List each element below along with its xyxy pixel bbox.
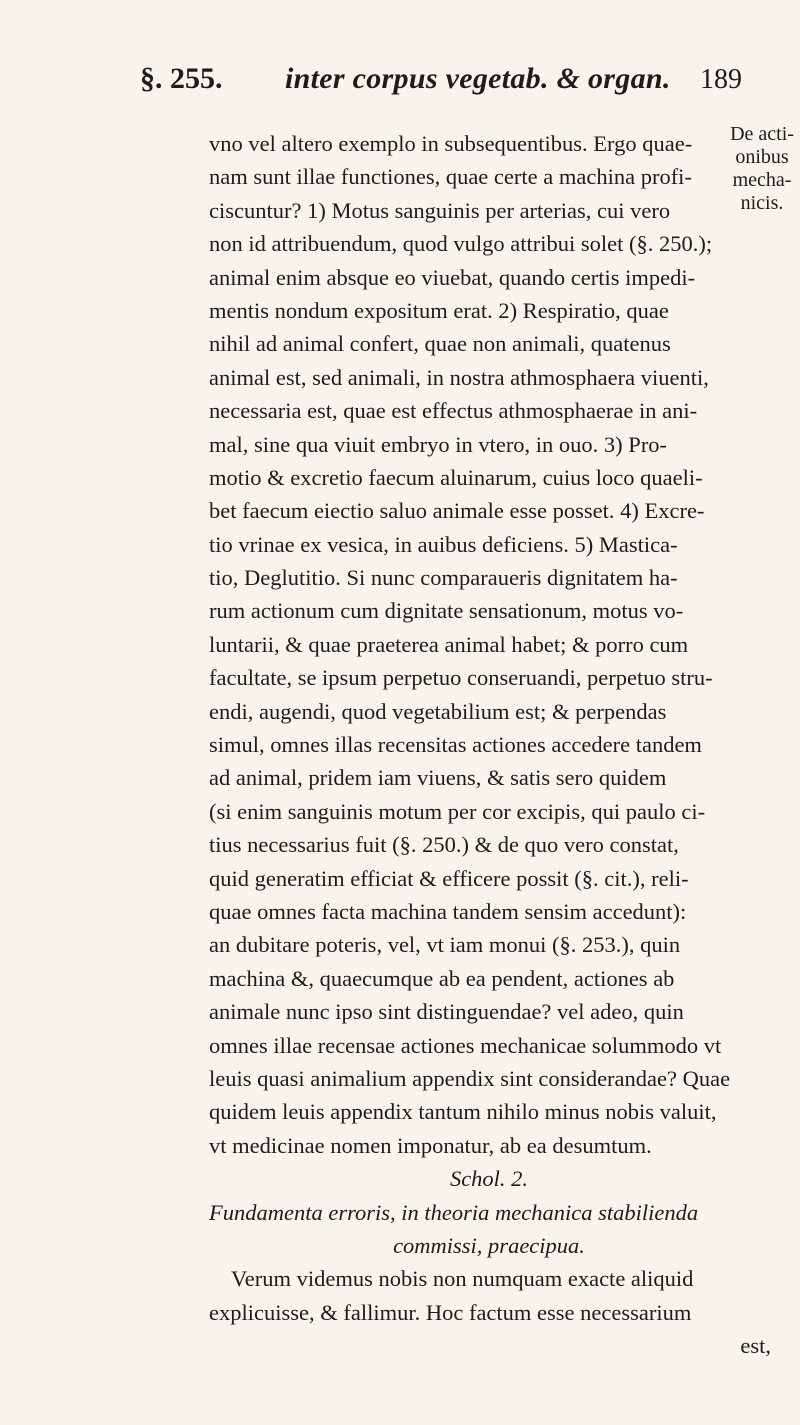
text-line: Verum videmus nobis non numquam exacte aliquid <box>231 1266 694 1292</box>
text-line: endi, augendi, quod vegetabilium est; & perpendas <box>209 698 667 724</box>
text-line: animal enim absque eo viuebat, quando certis impedi- <box>209 264 696 290</box>
text-line: explicuisse, & fallimur. Hoc factum esse necessarium <box>209 1299 692 1325</box>
section-number: §. 255. <box>140 62 223 95</box>
text-line: (si enim sanguinis motum per cor excipis, qui paulo ci- <box>209 798 706 824</box>
text-line: bet faecum eiectio saluo animale esse posset. 4) Excre- <box>209 498 705 524</box>
margin-note-line: mecha- <box>732 169 792 191</box>
text-line: omnes illae recensae actiones mechanicae solummodo vt <box>209 1032 722 1058</box>
text-line: tius necessarius fuit (§. 250.) & de quo vero constat, <box>209 832 679 858</box>
text-line: necessaria est, quae est effectus athmosphaerae in ani- <box>209 398 698 424</box>
catchword: est, <box>740 1333 771 1359</box>
margin-note-line: nicis. <box>740 192 784 214</box>
text-line: quidem leuis appendix tantum nihilo minus nobis valuit, <box>209 1099 717 1125</box>
text-line: tio vrinae ex vesica, in auibus deficiens. 5) Mastica- <box>209 531 678 557</box>
text-line: quae omnes facta machina tandem sensim accedunt): <box>209 898 687 924</box>
running-title: inter corpus vegetab. & organ. <box>285 62 671 95</box>
margin-note-line: De acti- <box>730 123 794 145</box>
text-line: leuis quasi animalium appendix sint considerandae? Quae <box>209 1065 731 1091</box>
text-line: mentis nondum expositum erat. 2) Respiratio, quae <box>209 297 669 323</box>
text-line: animal est, sed animali, in nostra athmosphaera viuenti, <box>209 364 709 390</box>
page-number: 189 <box>700 64 742 95</box>
text-line: vno vel altero exemplo in subsequentibus. Ergo quae- <box>209 131 693 156</box>
margin-note-line: onibus <box>735 146 789 168</box>
scholion-title: commissi, praecipua. <box>393 1232 585 1258</box>
text-line: ad animal, pridem iam viuens, & satis sero quidem <box>209 765 667 791</box>
scholion-heading: Schol. 2. <box>449 1166 529 1192</box>
text-line: non id attribuendum, quod vulgo attribui solet (§. 250.); <box>209 231 713 257</box>
text-line: rum actionum cum dignitate sensationum, motus vo- <box>209 598 684 624</box>
text-line: mal, sine qua viuit embryo in vtero, in ouo. 3) Pro- <box>209 431 668 457</box>
scholion-title: Fundamenta erroris, in theoria mechanica stabilienda <box>209 1199 699 1225</box>
text-line: nihil ad animal confert, quae non animali, quatenus <box>209 331 671 357</box>
text-line: facultate, se ipsum perpetuo conseruandi, perpetuo stru- <box>209 665 713 691</box>
text-line: machina &, quaecumque ab ea pendent, actiones ab <box>209 965 675 991</box>
text-line: tio, Deglutitio. Si nunc comparaueris dignitatem ha- <box>209 565 678 591</box>
text-line: ciscuntur? 1) Motus sanguinis per arterias, cui vero <box>209 197 671 223</box>
text-line: vt medicinae nomen imponatur, ab ea desumtum. <box>209 1132 652 1158</box>
text-line: nam sunt illae functiones, quae certe a machina profi- <box>209 164 692 190</box>
running-head <box>140 62 742 102</box>
main-text <box>209 127 800 1362</box>
text-line: simul, omnes illas recensitas actiones accedere tandem <box>209 732 702 758</box>
text-line: an dubitare poteris, vel, vt iam monui (§. 253.), quin <box>209 932 681 958</box>
text-line: motio & excretio faecum aluinarum, cuius loco quaeli- <box>209 464 703 490</box>
text-line: animale nunc ipso sint distinguendae? vel adeo, quin <box>209 999 684 1025</box>
text-line: luntarii, & quae praeterea animal habet; & porro cum <box>209 631 689 657</box>
text-line: quid generatim efficiat & efficere possit (§. cit.), reli- <box>209 865 689 891</box>
